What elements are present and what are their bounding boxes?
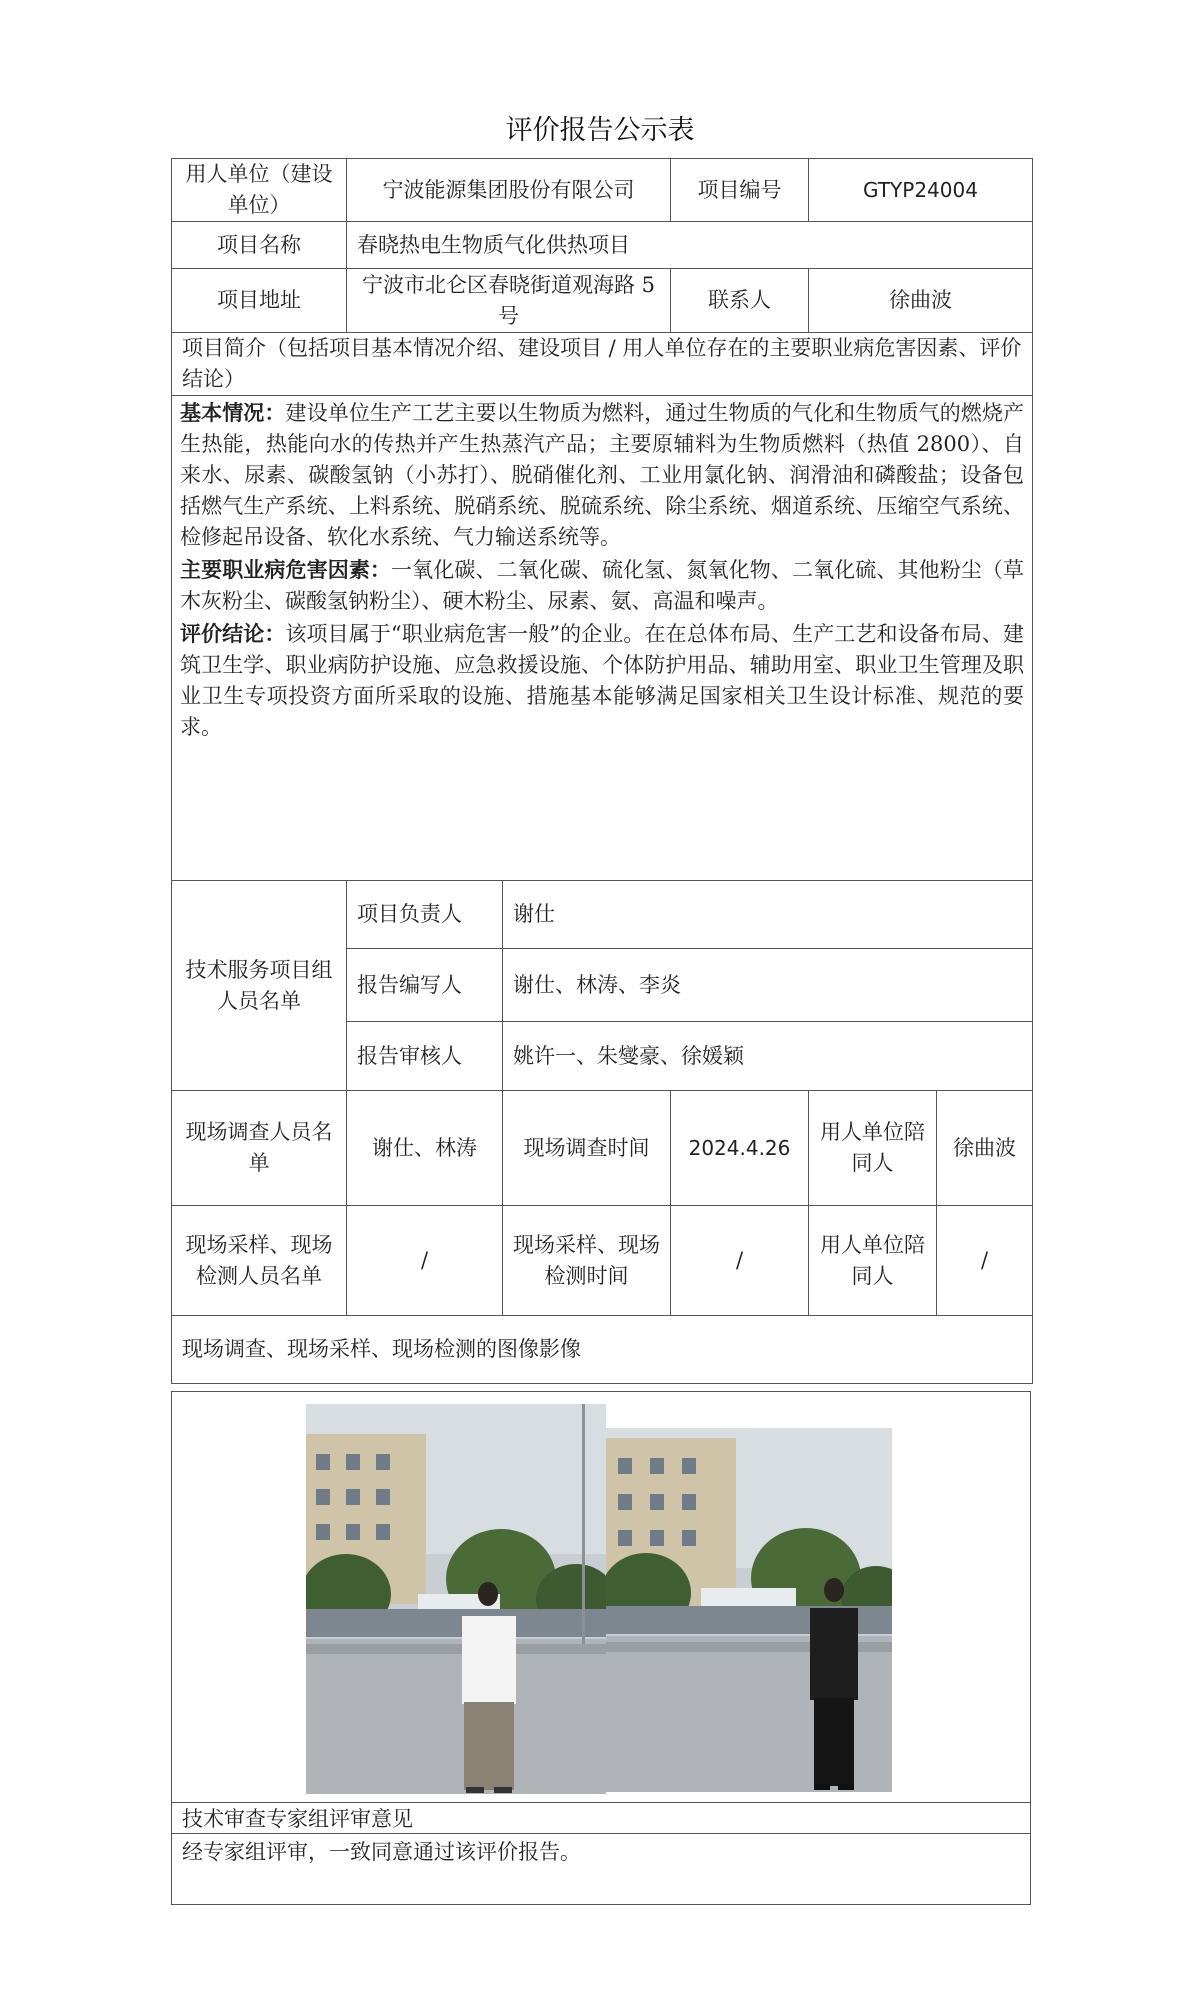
opinion-label: 技术审查专家组评审意见 xyxy=(172,1802,1030,1834)
project-no-label: 项目编号 xyxy=(671,159,809,222)
page-title: 评价报告公示表 xyxy=(505,115,695,146)
leader-label: 项目负责人 xyxy=(347,881,503,949)
accompany-value: 徐曲波 xyxy=(937,1091,1033,1206)
basic-label: 基本情况： xyxy=(180,401,286,425)
unit-value: 宁波能源集团股份有限公司 xyxy=(347,159,671,222)
site-photo-1 xyxy=(306,1404,606,1794)
site-photo-2 xyxy=(606,1428,892,1792)
address-label: 项目地址 xyxy=(172,269,347,333)
survey-people-label: 现场调查人员名单 xyxy=(172,1091,347,1206)
sampling-time-value: / xyxy=(671,1206,809,1316)
address-value: 宁波市北仑区春晓街道观海路 5 号 xyxy=(347,269,671,333)
intro-header: 项目简介（包括项目基本情况介绍、建设项目 / 用人单位存在的主要职业病危害因素、评价结论） xyxy=(172,333,1033,396)
team-label: 技术服务项目组人员名单 xyxy=(172,881,347,1091)
project-name-value: 春晓热电生物质气化供热项目 xyxy=(347,222,1033,269)
opinion-text: 经专家组评审，一致同意通过该评价报告。 xyxy=(182,1840,581,1864)
hazard-text: 一氧化碳、二氧化碳、硫化氢、氮氧化物、二氧化硫、其他粉尘（草木灰粉尘、碳酸氢钠粉尘）、硬木粉尘、尿素、氨、高温和噪声。 xyxy=(180,558,1025,613)
conclusion-label: 评价结论： xyxy=(180,622,286,646)
report-table xyxy=(171,158,1033,1384)
reviewer-value: 姚许一、朱燮豪、徐媛颖 xyxy=(503,1022,1033,1091)
sampling-people-value: / xyxy=(347,1206,503,1316)
conclusion-text: 该项目属于“职业病危害一般”的企业。在在总体布局、生产工艺和设备布局、建筑卫生学、职业病防护设施、应急救援设施、个体防护用品、辅助用室、职业卫生管理及职业卫生专项投资方面所采取的设施、措施基本能够满足国家相关卫生设计标准、规范的要求。 xyxy=(180,622,1025,739)
contact-value: 徐曲波 xyxy=(809,269,1033,333)
survey-people-value: 谢仕、林涛 xyxy=(347,1091,503,1206)
reviewer-label: 报告审核人 xyxy=(347,1022,503,1091)
contact-label: 联系人 xyxy=(671,269,809,333)
images-label: 现场调查、现场采样、现场检测的图像影像 xyxy=(172,1316,1033,1384)
leader-value: 谢仕 xyxy=(503,881,1033,949)
unit-label: 用人单位（建设单位） xyxy=(172,159,347,222)
writer-label: 报告编写人 xyxy=(347,949,503,1022)
project-name-label: 项目名称 xyxy=(172,222,347,269)
survey-time-label: 现场调查时间 xyxy=(503,1091,671,1206)
photo-section xyxy=(171,1391,1031,1905)
accompany2-value: / xyxy=(937,1206,1033,1316)
survey-time-value: 2024.4.26 xyxy=(671,1091,809,1206)
hazard-label: 主要职业病危害因素： xyxy=(180,558,392,582)
project-no-value: GTYP24004 xyxy=(809,159,1033,222)
accompany-label: 用人单位陪同人 xyxy=(809,1091,937,1206)
basic-text: 建设单位生产工艺主要以生物质为燃料，通过生物质的气化和生物质气的燃烧产生热能，热能向水的传热并产生热蒸汽产品；主要原辅料为生物质燃料（热值 2800）、自来水、尿素、碳酸氢钠（小苏打）、脱硝催化剂、工业用氯化钠、润滑油和磷酸盐；设备包括燃气生产系统、上料系统、脱硝系统、脱硫系统、除尘系统、烟道系统、压缩空气系统、检修起吊设备、软化水系统、气力输送系统等。 xyxy=(180,401,1024,549)
sampling-people-label: 现场采样、现场检测人员名单 xyxy=(172,1206,347,1316)
writer-value: 谢仕、林涛、李炎 xyxy=(503,949,1033,1022)
intro-body xyxy=(172,396,1033,881)
sampling-time-label: 现场采样、现场检测时间 xyxy=(503,1206,671,1316)
accompany2-label: 用人单位陪同人 xyxy=(809,1206,937,1316)
